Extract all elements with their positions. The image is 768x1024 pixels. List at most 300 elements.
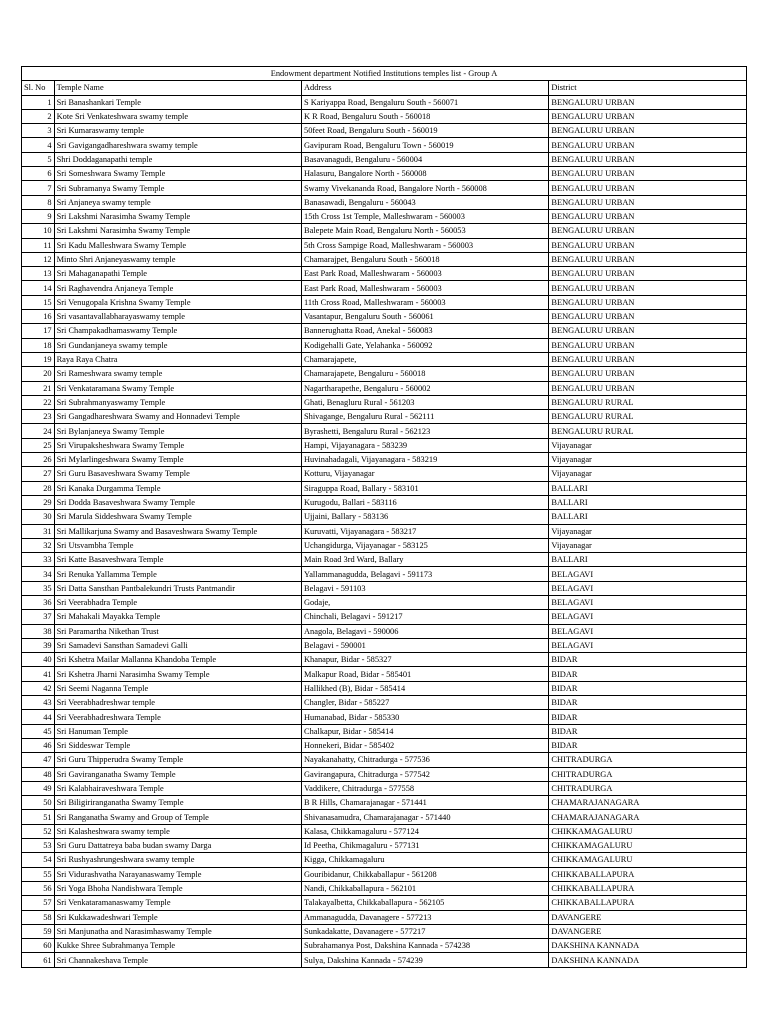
district-cell: BENGALURU URBAN <box>549 338 747 352</box>
table-row <box>22 109 747 123</box>
sl-no-cell: 13 <box>22 267 55 281</box>
district-cell: BELAGAVI <box>549 610 747 624</box>
table-row <box>22 767 747 781</box>
sl-no-cell: 20 <box>22 367 55 381</box>
sl-no-cell: 56 <box>22 881 55 895</box>
table-row <box>22 581 747 595</box>
district-cell: BENGALURU RURAL <box>549 424 747 438</box>
district-cell: BELAGAVI <box>549 581 747 595</box>
temple-name-cell: Kukke Shree Subrahmanya Temple <box>54 939 301 953</box>
table-row <box>22 138 747 152</box>
sl-no-cell: 6 <box>22 167 55 181</box>
temple-name-cell: Sri Gangadhareshwara Swamy and Honnadevi Temple <box>54 410 301 424</box>
table-row <box>22 896 747 910</box>
temple-name-cell: Sri Venkataramanaswamy Temple <box>54 896 301 910</box>
address-cell: Vaddikere, Chitradurga - 577558 <box>302 781 549 795</box>
temple-name-cell: Sri Kanaka Durgamma Temple <box>54 481 301 495</box>
sl-no-cell: 25 <box>22 438 55 452</box>
district-cell: BIDAR <box>549 724 747 738</box>
sl-no-cell: 7 <box>22 181 55 195</box>
temple-name-cell: Sri Guru Thipperudra Swamy Temple <box>54 753 301 767</box>
temple-name-cell: Sri Virupaksheshwara Swamy Temple <box>54 438 301 452</box>
address-cell: 5th Cross Sampige Road, Malleshwaram - 560003 <box>302 238 549 252</box>
temple-name-cell: Sri Ranganatha Swamy and Group of Temple <box>54 810 301 824</box>
district-cell: BIDAR <box>549 738 747 752</box>
table-row <box>22 796 747 810</box>
district-cell: CHAMARAJANAGARA <box>549 796 747 810</box>
table-row <box>22 524 747 538</box>
address-cell: Hampi, Vijayanagara - 583239 <box>302 438 549 452</box>
sl-no-cell: 49 <box>22 781 55 795</box>
table-row <box>22 753 747 767</box>
temple-name-cell: Sri Subramanya Swamy Temple <box>54 181 301 195</box>
district-cell: Vijayanagar <box>549 538 747 552</box>
sl-no-cell: 55 <box>22 867 55 881</box>
temple-name-cell: Minto Shri Anjaneyaswamy temple <box>54 252 301 266</box>
district-cell: BIDAR <box>549 667 747 681</box>
table-row <box>22 310 747 324</box>
address-cell: Shivagange, Bengaluru Rural - 562111 <box>302 410 549 424</box>
temple-name-cell: Kote Sri Venkateshwara swamy temple <box>54 109 301 123</box>
table-row <box>22 710 747 724</box>
sl-no-cell: 48 <box>22 767 55 781</box>
sl-no-cell: 45 <box>22 724 55 738</box>
address-cell: Nagartharapethe, Bengaluru - 560002 <box>302 381 549 395</box>
table-row <box>22 910 747 924</box>
address-cell: Gavipuram Road, Bengaluru Town - 560019 <box>302 138 549 152</box>
district-cell: BENGALURU URBAN <box>549 310 747 324</box>
temple-name-cell: Sri Kukkawadeshwari Temple <box>54 910 301 924</box>
table-row <box>22 395 747 409</box>
district-cell: BENGALURU URBAN <box>549 252 747 266</box>
sl-no-cell: 1 <box>22 95 55 109</box>
sl-no-cell: 36 <box>22 595 55 609</box>
table-row <box>22 209 747 223</box>
sl-no-cell: 32 <box>22 538 55 552</box>
district-cell: BENGALURU URBAN <box>549 267 747 281</box>
district-cell: BALLARI <box>549 510 747 524</box>
table-row <box>22 738 747 752</box>
district-cell: BENGALURU URBAN <box>549 238 747 252</box>
district-cell: BELAGAVI <box>549 567 747 581</box>
table-row <box>22 267 747 281</box>
address-cell: Subrahamanya Post, Dakshina Kannada - 574238 <box>302 939 549 953</box>
address-cell: B R Hills, Chamarajanagar - 571441 <box>302 796 549 810</box>
sl-no-cell: 8 <box>22 195 55 209</box>
district-cell: CHIKKAMAGALURU <box>549 853 747 867</box>
temple-name-cell: Sri Kumaraswamy temple <box>54 124 301 138</box>
temple-name-cell: Shri Doddaganapathi temple <box>54 152 301 166</box>
table-row <box>22 553 747 567</box>
district-cell: BENGALURU URBAN <box>549 152 747 166</box>
table-row <box>22 338 747 352</box>
sl-no-cell: 30 <box>22 510 55 524</box>
temple-name-cell: Sri Gundanjaneya swamy temple <box>54 338 301 352</box>
address-cell: Halasuru, Bangalore North - 560008 <box>302 167 549 181</box>
table-row <box>22 195 747 209</box>
sl-no-cell: 38 <box>22 624 55 638</box>
temple-name-cell: Sri Paramartha Nikethan Trust <box>54 624 301 638</box>
temple-name-cell: Sri Lakshmi Narasimha Swamy Temple <box>54 224 301 238</box>
sl-no-cell: 12 <box>22 252 55 266</box>
sl-no-cell: 28 <box>22 481 55 495</box>
district-cell: BIDAR <box>549 653 747 667</box>
sl-no-cell: 22 <box>22 395 55 409</box>
table-row <box>22 281 747 295</box>
sl-no-cell: 39 <box>22 638 55 652</box>
table-row <box>22 381 747 395</box>
address-cell: Kotturu, Vijayanagar <box>302 467 549 481</box>
table-row <box>22 853 747 867</box>
sl-no-cell: 15 <box>22 295 55 309</box>
table-row <box>22 624 747 638</box>
col-header-address: Address <box>302 81 549 95</box>
temple-name-cell: Sri Kshetra Mailar Mallanna Khandoba Temple <box>54 653 301 667</box>
temple-name-cell: Sri Anjaneya swamy temple <box>54 195 301 209</box>
sl-no-cell: 54 <box>22 853 55 867</box>
temple-name-cell: Sri Mallikarjuna Swamy and Basaveshwara Swamy Temple <box>54 524 301 538</box>
table-row <box>22 653 747 667</box>
temple-name-cell: Sri Kadu Malleshwara Swamy Temple <box>54 238 301 252</box>
address-cell: Humanabad, Bidar - 585330 <box>302 710 549 724</box>
district-cell: CHITRADURGA <box>549 767 747 781</box>
district-cell: BELAGAVI <box>549 638 747 652</box>
sl-no-cell: 61 <box>22 953 55 967</box>
temple-name-cell: Sri Katte Basaveshwara Temple <box>54 553 301 567</box>
table-title: Endowment department Notified Institutions temples list - Group A <box>22 67 747 81</box>
district-cell: BENGALURU URBAN <box>549 209 747 223</box>
address-cell: Uchangidurga, Vijayanagar - 583125 <box>302 538 549 552</box>
table-row <box>22 939 747 953</box>
temple-name-cell: Sri Hanuman Temple <box>54 724 301 738</box>
sl-no-cell: 31 <box>22 524 55 538</box>
district-cell: BELAGAVI <box>549 624 747 638</box>
district-cell: BENGALURU URBAN <box>549 195 747 209</box>
table-row <box>22 953 747 967</box>
table-row <box>22 352 747 366</box>
sl-no-cell: 5 <box>22 152 55 166</box>
address-cell: Honnekeri, Bidar - 585402 <box>302 738 549 752</box>
temple-name-cell: Sri Banashankari Temple <box>54 95 301 109</box>
table-row <box>22 724 747 738</box>
table-row <box>22 667 747 681</box>
table-row <box>22 252 747 266</box>
address-cell: Hallikhed (B), Bidar - 585414 <box>302 681 549 695</box>
district-cell: BENGALURU URBAN <box>549 124 747 138</box>
sl-no-cell: 60 <box>22 939 55 953</box>
district-cell: BENGALURU URBAN <box>549 381 747 395</box>
col-header-temple-name: Temple Name <box>54 81 301 95</box>
district-cell: BIDAR <box>549 710 747 724</box>
sl-no-cell: 23 <box>22 410 55 424</box>
district-cell: BALLARI <box>549 553 747 567</box>
address-cell: Ghati, Benagluru Rural - 561203 <box>302 395 549 409</box>
sl-no-cell: 43 <box>22 696 55 710</box>
district-cell: BENGALURU URBAN <box>549 109 747 123</box>
sl-no-cell: 27 <box>22 467 55 481</box>
sl-no-cell: 37 <box>22 610 55 624</box>
sl-no-cell: 16 <box>22 310 55 324</box>
district-cell: BENGALURU URBAN <box>549 95 747 109</box>
table-row <box>22 867 747 881</box>
table-row <box>22 367 747 381</box>
table-row <box>22 467 747 481</box>
district-cell: BENGALURU URBAN <box>549 181 747 195</box>
table-row <box>22 638 747 652</box>
col-header-district: District <box>549 81 747 95</box>
table-row <box>22 610 747 624</box>
temple-name-cell: Sri vasantavallabharayaswamy temple <box>54 310 301 324</box>
address-cell: Nayakanahatty, Chitradurga - 577536 <box>302 753 549 767</box>
temple-name-cell: Sri Gaviranganatha Swamy Temple <box>54 767 301 781</box>
temple-name-cell: Sri Venugopala Krishna Swamy Temple <box>54 295 301 309</box>
temple-name-cell: Sri Manjunatha and Narasimhaswamy Temple <box>54 924 301 938</box>
sl-no-cell: 29 <box>22 495 55 509</box>
address-cell: Sulya, Dakshina Kannada - 574239 <box>302 953 549 967</box>
sl-no-cell: 26 <box>22 453 55 467</box>
district-cell: CHIKKABALLAPURA <box>549 867 747 881</box>
table-row <box>22 410 747 424</box>
sl-no-cell: 3 <box>22 124 55 138</box>
temple-name-cell: Sri Yoga Bhoha Nandishwara Temple <box>54 881 301 895</box>
temple-name-cell: Sri Dodda Basaveshwara Swamy Temple <box>54 495 301 509</box>
sl-no-cell: 9 <box>22 209 55 223</box>
address-cell: Main Road 3rd Ward, Ballary <box>302 553 549 567</box>
temple-name-cell: Sri Guru Basaveshwara Swamy Temple <box>54 467 301 481</box>
district-cell: DAVANGERE <box>549 924 747 938</box>
address-cell: East Park Road, Malleshwaram - 560003 <box>302 281 549 295</box>
district-cell: BENGALURU URBAN <box>549 224 747 238</box>
sl-no-cell: 53 <box>22 839 55 853</box>
address-cell: Changler, Bidar - 585227 <box>302 696 549 710</box>
sl-no-cell: 33 <box>22 553 55 567</box>
temple-name-cell: Sri Raghavendra Anjaneya Temple <box>54 281 301 295</box>
district-cell: BALLARI <box>549 495 747 509</box>
table-row <box>22 924 747 938</box>
sl-no-cell: 35 <box>22 581 55 595</box>
table-row <box>22 167 747 181</box>
district-cell: DAKSHINA KANNADA <box>549 939 747 953</box>
temple-name-cell: Sri Rameshwara swamy temple <box>54 367 301 381</box>
temple-name-cell: Sri Samadevi Sansthan Samadevi Galli <box>54 638 301 652</box>
address-cell: Ujjaini, Ballary - 583136 <box>302 510 549 524</box>
address-cell: Bannerughatta Road, Anekal - 560083 <box>302 324 549 338</box>
temple-name-cell: Raya Raya Chatra <box>54 352 301 366</box>
table-row <box>22 481 747 495</box>
district-cell: CHIKKAMAGALURU <box>549 824 747 838</box>
col-header-sl-no: Sl. No <box>22 81 55 95</box>
temple-name-cell: Sri Channakeshava Temple <box>54 953 301 967</box>
temple-name-cell: Sri Datta Sansthan Pantbalekundri Trusts Pantmandir <box>54 581 301 595</box>
address-cell: Belagavi - 591103 <box>302 581 549 595</box>
address-cell: 50feet Road, Bengaluru South - 560019 <box>302 124 549 138</box>
temple-name-cell: Sri Marula Siddeshwara Swamy Temple <box>54 510 301 524</box>
sl-no-cell: 59 <box>22 924 55 938</box>
address-cell: East Park Road, Malleshwaram - 560003 <box>302 267 549 281</box>
header-row <box>22 81 747 95</box>
district-cell: CHAMARAJANAGARA <box>549 810 747 824</box>
sl-no-cell: 46 <box>22 738 55 752</box>
district-cell: CHIKKAMAGALURU <box>549 839 747 853</box>
address-cell: K R Road, Bengaluru South - 560018 <box>302 109 549 123</box>
address-cell: Kurugodu, Ballari - 583116 <box>302 495 549 509</box>
address-cell: Belagavi - 590001 <box>302 638 549 652</box>
temple-name-cell: Sri Veerabhadreshwara Temple <box>54 710 301 724</box>
table-row <box>22 510 747 524</box>
address-cell: Kodigehalli Gate, Yelahanka - 560092 <box>302 338 549 352</box>
address-cell: Sunkadakatte, Davanagere - 577217 <box>302 924 549 938</box>
sl-no-cell: 10 <box>22 224 55 238</box>
address-cell: Byrashetti, Bengaluru Rural - 562123 <box>302 424 549 438</box>
table-row <box>22 224 747 238</box>
table-row <box>22 124 747 138</box>
sl-no-cell: 40 <box>22 653 55 667</box>
district-cell: BENGALURU URBAN <box>549 324 747 338</box>
address-cell: Id Peetha, Chikmagaluru - 577131 <box>302 839 549 853</box>
district-cell: BENGALURU RURAL <box>549 410 747 424</box>
temple-name-cell: Sri Kshetra Jharni Narasimha Swamy Temple <box>54 667 301 681</box>
sl-no-cell: 19 <box>22 352 55 366</box>
temple-name-cell: Sri Guru Dattatreya baba budan swamy Darga <box>54 839 301 853</box>
temple-name-cell: Sri Kalabhairaveshwara Temple <box>54 781 301 795</box>
sl-no-cell: 24 <box>22 424 55 438</box>
temple-name-cell: Sri Renuka Yallamma Temple <box>54 567 301 581</box>
temple-name-cell: Sri Gavigangadhareshwara swamy temple <box>54 138 301 152</box>
address-cell: Shivanasamudra, Chamarajanagar - 571440 <box>302 810 549 824</box>
address-cell: Vasantapur, Bengaluru South - 560061 <box>302 310 549 324</box>
table-row <box>22 495 747 509</box>
district-cell: BIDAR <box>549 696 747 710</box>
address-cell: Anagola, Belagavi - 590006 <box>302 624 549 638</box>
table-row <box>22 839 747 853</box>
table-row <box>22 538 747 552</box>
table-row <box>22 238 747 252</box>
district-cell: CHIKKABALLAPURA <box>549 881 747 895</box>
temple-name-cell: Sri Someshwara Swamy Temple <box>54 167 301 181</box>
district-cell: DAKSHINA KANNADA <box>549 953 747 967</box>
district-cell: BENGALURU URBAN <box>549 367 747 381</box>
sl-no-cell: 52 <box>22 824 55 838</box>
district-cell: BALLARI <box>549 481 747 495</box>
table-row <box>22 824 747 838</box>
district-cell: BENGALURU RURAL <box>549 395 747 409</box>
table-row <box>22 438 747 452</box>
table-row <box>22 881 747 895</box>
temple-name-cell: Sri Veerabhadreshwar temple <box>54 696 301 710</box>
table-row <box>22 424 747 438</box>
address-cell: Siraguppa Road, Ballary - 583101 <box>302 481 549 495</box>
table-row <box>22 181 747 195</box>
table-row <box>22 95 747 109</box>
address-cell: Swamy Vivekananda Road, Bangalore North - 560008 <box>302 181 549 195</box>
district-cell: Vijayanagar <box>549 467 747 481</box>
address-cell: Godaje, <box>302 595 549 609</box>
temple-name-cell: Sri Vidurashvatha Narayanaswamy Temple <box>54 867 301 881</box>
temple-name-cell: Sri Mahakali Mayakka Temple <box>54 610 301 624</box>
address-cell: 15th Cross 1st Temple, Malleshwaram - 560003 <box>302 209 549 223</box>
sl-no-cell: 58 <box>22 910 55 924</box>
sl-no-cell: 41 <box>22 667 55 681</box>
district-cell: BENGALURU URBAN <box>549 138 747 152</box>
address-cell: Gavirangapura, Chitradurga - 577542 <box>302 767 549 781</box>
temple-name-cell: Sri Biligiriranganatha Swamy Temple <box>54 796 301 810</box>
temple-name-cell: Sri Mahaganapathi Temple <box>54 267 301 281</box>
district-cell: BELAGAVI <box>549 595 747 609</box>
address-cell: Khanapur, Bidar - 585327 <box>302 653 549 667</box>
address-cell: Malkapur Road, Bidar - 585401 <box>302 667 549 681</box>
district-cell: Vijayanagar <box>549 453 747 467</box>
table-row <box>22 681 747 695</box>
sl-no-cell: 44 <box>22 710 55 724</box>
sl-no-cell: 17 <box>22 324 55 338</box>
address-cell: Chamarajapete, <box>302 352 549 366</box>
sl-no-cell: 51 <box>22 810 55 824</box>
temple-name-cell: Sri Venkataramana Swamy Temple <box>54 381 301 395</box>
district-cell: BENGALURU URBAN <box>549 295 747 309</box>
district-cell: BENGALURU URBAN <box>549 167 747 181</box>
sl-no-cell: 57 <box>22 896 55 910</box>
address-cell: S Kariyappa Road, Bengaluru South - 560071 <box>302 95 549 109</box>
address-cell: 11th Cross Road, Malleshwaram - 560003 <box>302 295 549 309</box>
temple-name-cell: Sri Utsvambha Temple <box>54 538 301 552</box>
sl-no-cell: 4 <box>22 138 55 152</box>
address-cell: Yallammanagudda, Belagavi - 591173 <box>302 567 549 581</box>
table-row <box>22 453 747 467</box>
district-cell: DAVANGERE <box>549 910 747 924</box>
address-cell: Basavanagudi, Bengaluru - 560004 <box>302 152 549 166</box>
temple-name-cell: Sri Veerabhadra Temple <box>54 595 301 609</box>
address-cell: Chamarajapete, Bengaluru - 560018 <box>302 367 549 381</box>
address-cell: Balepete Main Road, Bengaluru North - 560053 <box>302 224 549 238</box>
district-cell: CHITRADURGA <box>549 753 747 767</box>
temple-name-cell: Sri Kalasheshwara swamy temple <box>54 824 301 838</box>
temple-name-cell: Sri Bylanjaneya Swamy Temple <box>54 424 301 438</box>
district-cell: BIDAR <box>549 681 747 695</box>
address-cell: Kigga, Chikkamagaluru <box>302 853 549 867</box>
address-cell: Ammanagudda, Davanagere - 577213 <box>302 910 549 924</box>
sl-no-cell: 11 <box>22 238 55 252</box>
address-cell: Huvinahadagali, Vijayanagara - 583219 <box>302 453 549 467</box>
temple-name-cell: Sri Lakshmi Narasimha Swamy Temple <box>54 209 301 223</box>
sl-no-cell: 14 <box>22 281 55 295</box>
address-cell: Kalasa, Chikkamagaluru - 577124 <box>302 824 549 838</box>
sl-no-cell: 47 <box>22 753 55 767</box>
district-cell: BENGALURU URBAN <box>549 352 747 366</box>
district-cell: Vijayanagar <box>549 524 747 538</box>
address-cell: Kuruvatti, Vijayanagara - 583217 <box>302 524 549 538</box>
table-row <box>22 810 747 824</box>
temple-name-cell: Sri Rushyashrungeshwara swamy temple <box>54 853 301 867</box>
address-cell: Banasawadi, Bengaluru - 560043 <box>302 195 549 209</box>
district-cell: CHITRADURGA <box>549 781 747 795</box>
district-cell: BENGALURU URBAN <box>549 281 747 295</box>
temple-name-cell: Sri Siddeswar Temple <box>54 738 301 752</box>
table-row <box>22 152 747 166</box>
temples-table <box>21 66 747 968</box>
table-row <box>22 295 747 309</box>
table-row <box>22 324 747 338</box>
temple-name-cell: Sri Mylarlingeshwara Swamy Temple <box>54 453 301 467</box>
address-cell: Chalkapur, Bidar - 585414 <box>302 724 549 738</box>
sl-no-cell: 50 <box>22 796 55 810</box>
table-row <box>22 696 747 710</box>
address-cell: Nandi, Chikkaballapura - 562101 <box>302 881 549 895</box>
address-cell: Chinchali, Belagavi - 591217 <box>302 610 549 624</box>
table-row <box>22 567 747 581</box>
sl-no-cell: 21 <box>22 381 55 395</box>
district-cell: CHIKKABALLAPURA <box>549 896 747 910</box>
address-cell: Chamarajpet, Bengaluru South - 560018 <box>302 252 549 266</box>
